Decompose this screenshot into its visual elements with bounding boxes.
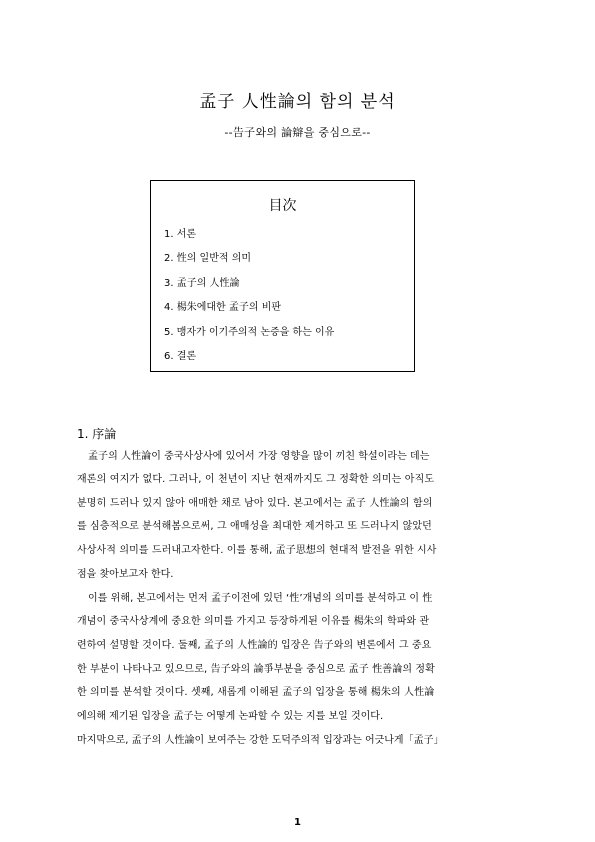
toc-item-4: 4. 楊朱에대한 孟子의 비판 bbox=[164, 302, 282, 314]
toc-heading: 目次 bbox=[268, 198, 297, 214]
table-of-contents bbox=[150, 180, 415, 372]
toc-item-6: 6. 결론 bbox=[164, 350, 197, 362]
toc-item-3: 3. 孟子의 人性論 bbox=[164, 277, 240, 289]
body-line-13: 마지막으로, 孟子의 人性論이 보여주는 강한 도덕주의적 입장과는 어긋나게「孟子」 bbox=[77, 735, 444, 746]
body-line-2: 재론의 여지가 없다. 그러나, 이 천년이 지난 현재까지도 그 정확한 의미는 아직도 bbox=[77, 474, 435, 485]
toc-item-1: 1. 서론 bbox=[164, 229, 197, 240]
body-line-1: 孟子의 人性論이 중국사상사에 있어서 가장 영향을 많이 끼친 학설이라는 데는 bbox=[88, 451, 430, 462]
page-number: 1 bbox=[294, 817, 301, 828]
body-line-3: 분명히 드러나 있지 않아 애매한 채로 남아 있다. 본고에서는 孟子 人性論의 함의 bbox=[77, 498, 433, 509]
toc-item-2: 2. 性의 일반적 의미 bbox=[164, 253, 252, 265]
toc-item-5: 5. 맹자가 이기주의적 논증을 하는 이유 bbox=[164, 326, 335, 338]
body-line-10: 한 부분이 나타나고 있으므로, 告子와의 論爭부분을 중심으로 孟子 性善論의 정확 bbox=[77, 664, 435, 675]
body-line-8: 개념이 중국사상계에 중요한 의미를 가지고 등장하게된 이유를 楊朱의 학파와 관 bbox=[77, 616, 430, 627]
body-line-4: 를 심층적으로 분석해봄으로써, 그 애매성을 최대한 제거하고 또 드러나지 않았던 bbox=[77, 521, 432, 532]
body-line-5: 사상사적 의미를 드러내고자한다. 이를 통해, 孟子思想의 현대적 발전을 위한 시사 bbox=[77, 545, 437, 556]
body-line-7: 이를 위해, 본고에서는 먼저 孟子이전에 있던 ‘性’개념의 의미를 분석하고 이 性 bbox=[88, 593, 433, 604]
body-line-11: 한 의미를 분석할 것이다. 셋째, 새롭게 이해된 孟子의 입장을 통해 楊朱의 人性論 bbox=[77, 687, 435, 698]
document-title: 孟子 人性論의 함의 분석 bbox=[199, 92, 396, 112]
body-line-12: 에의해 제기된 입장을 孟子는 어떻게 논파할 수 있는 지를 보일 것이다. bbox=[77, 711, 384, 722]
section-heading-introduction: 1. 序論 bbox=[77, 427, 117, 441]
toc-list bbox=[164, 223, 334, 369]
document-subtitle: --告子와의 論辯을 중심으로-- bbox=[224, 126, 371, 139]
body-line-6: 점을 찾아보고자 한다. bbox=[77, 569, 174, 580]
body-line-9: 련하여 설명할 것이다. 둘째, 孟子의 人性論的 입장은 告子와의 변론에서 그 중요 bbox=[77, 640, 432, 651]
